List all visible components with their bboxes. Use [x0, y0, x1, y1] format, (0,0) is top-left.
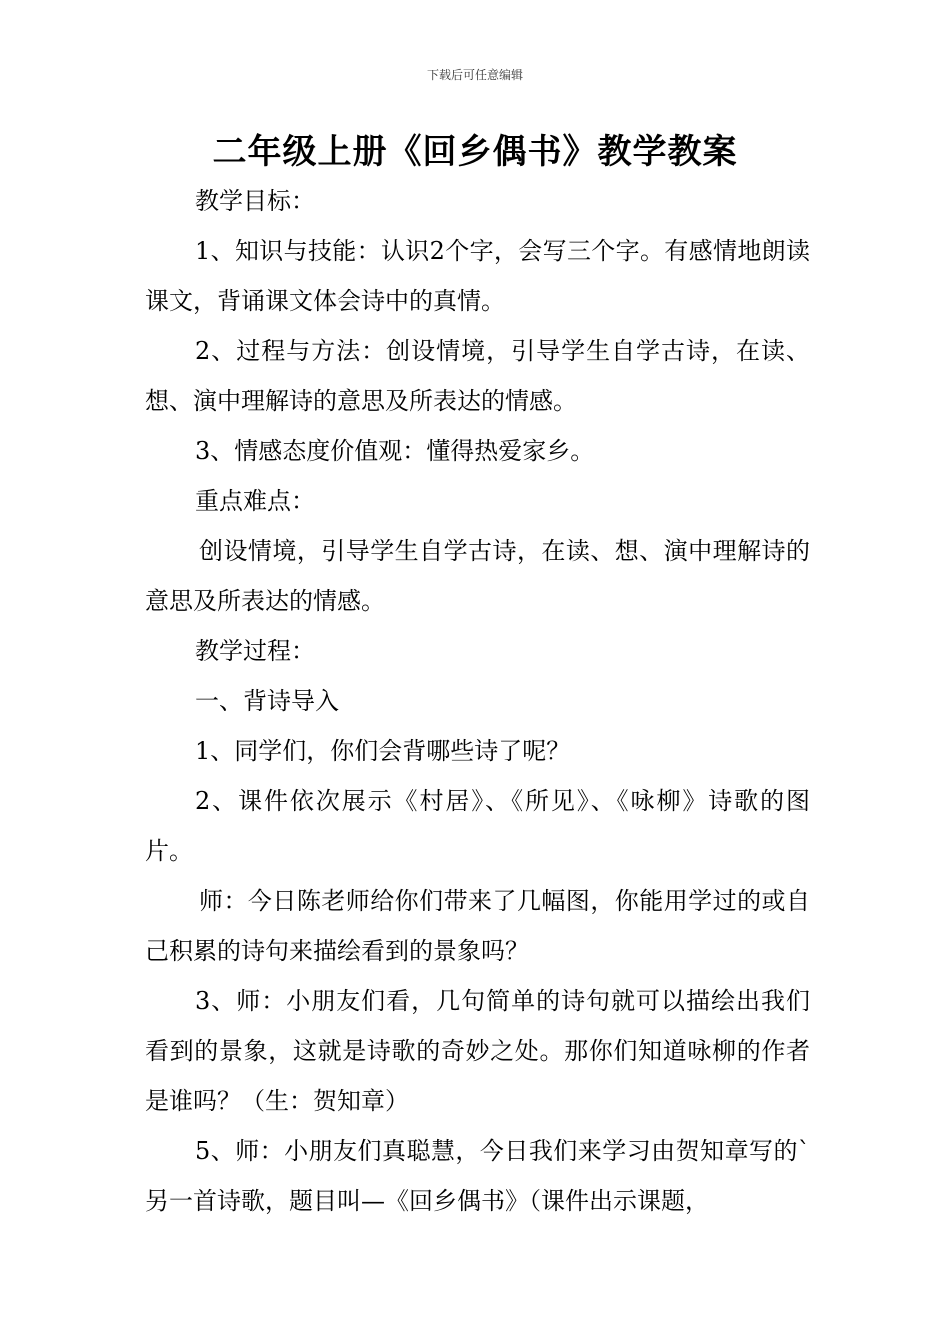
page-header-note: 下载后可任意编辑 — [426, 68, 523, 82]
paragraph-objective-1: 1、知识与技能：认识2个字，会写三个字。有感情地朗读课文，背诵课文体会诗中的真情。 — [145, 237, 810, 315]
document-body — [145, 176, 810, 1226]
document-title: 二年级上册《回乡偶书》教学教案 — [212, 132, 738, 172]
paragraph-teacher-question: 师：今日陈老师给你们带来了几幅图，你能用学过的或自己积累的诗句来描绘看到的景象吗？ — [145, 887, 810, 965]
paragraph-step-1: 1、同学们，你们会背哪些诗了呢？ — [195, 737, 571, 765]
paragraph-objective-3: 3、情感态度价值观：懂得热爱家乡。 — [195, 437, 595, 465]
section-heading-objectives: 教学目标： — [195, 187, 315, 215]
paragraph-step-2: 2、课件依次展示《村居》、《所见》、《咏柳》诗歌的图片。 — [145, 787, 810, 865]
paragraph-objective-2: 2、过程与方法：创设情境，引导学生自学古诗，在读、想、演中理解诗的意思及所表达的情感。 — [145, 337, 810, 415]
subsection-heading-intro: 一、背诗导入 — [195, 687, 339, 715]
paragraph-step-5: 5、师：小朋友们真聪慧，今日我们来学习由贺知章写的`另一首诗歌，题目叫—《回乡偶书》（课件出示课题， — [145, 1137, 810, 1215]
section-heading-key-points: 重点难点： — [195, 487, 315, 515]
paragraph-key-points: 创设情境，引导学生自学古诗，在读、想、演中理解诗的意思及所表达的情感。 — [145, 537, 810, 615]
section-heading-process: 教学过程： — [195, 637, 315, 665]
paragraph-step-3: 3、师：小朋友们看，几句简单的诗句就可以描绘出我们看到的景象，这就是诗歌的奇妙之处。那你们知道咏柳的作者是谁吗？（生：贺知章） — [145, 987, 810, 1115]
